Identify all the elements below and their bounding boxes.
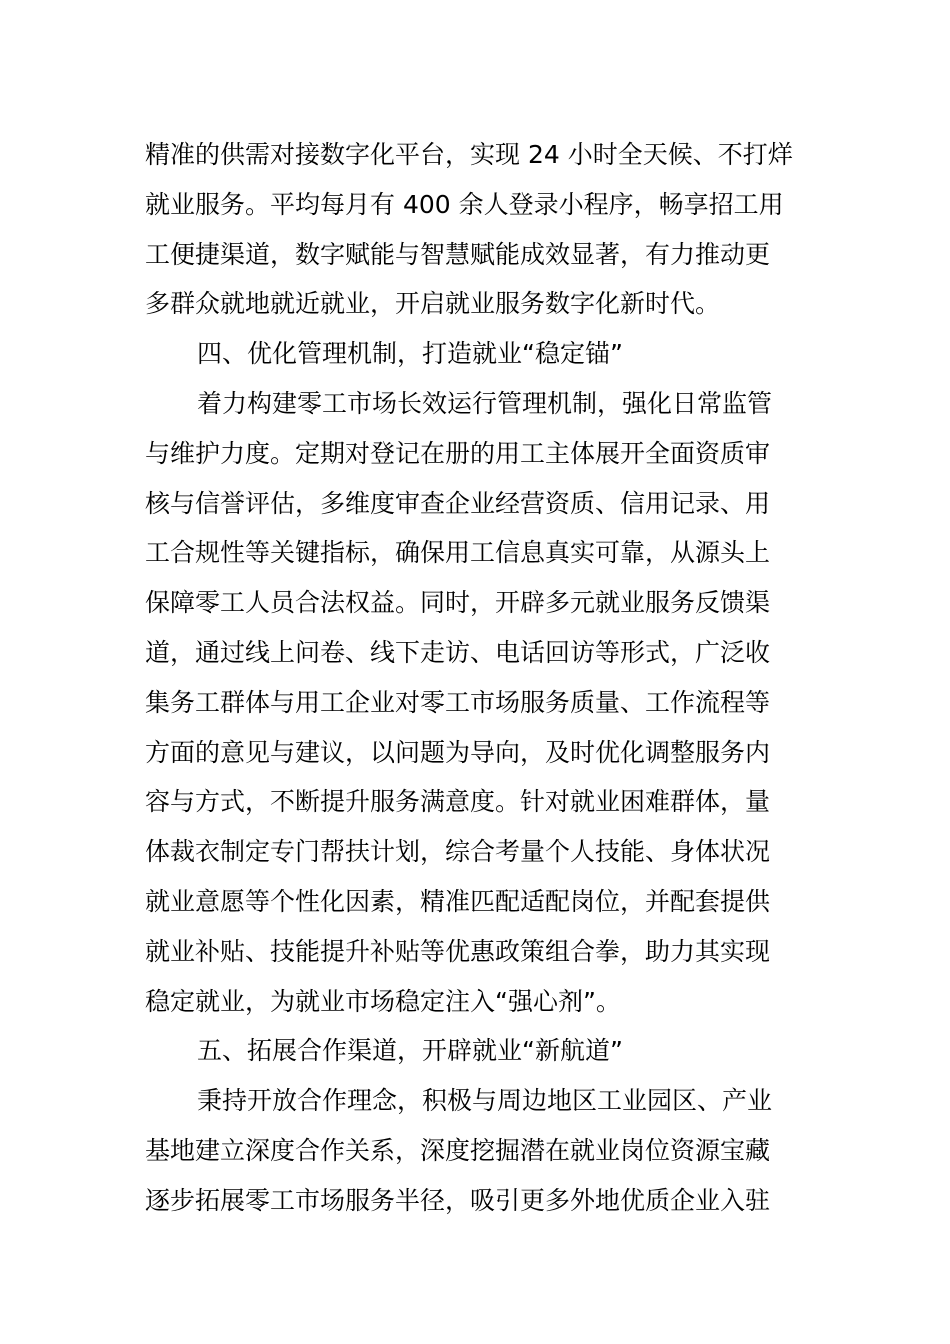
text-line: 就业补贴、技能提升补贴等优惠政策组合拳，助力其实现 [145, 936, 771, 966]
text-line: 稳定就业，为就业市场稳定注入“强心剂”。 [145, 986, 621, 1016]
text-line: 集务工群体与用工企业对零工市场服务质量、工作流程等 [145, 687, 771, 717]
section-heading-five: 五、拓展合作渠道，开辟就业“新航道” [197, 1036, 623, 1066]
text-line: 基地建立深度合作关系，深度挖掘潜在就业岗位资源宝藏 [145, 1135, 771, 1165]
text-line: 就业意愿等个性化因素，精准匹配适配岗位，并配套提供 [145, 886, 771, 916]
text-line: 就业服务。平均每月有 400 余人登录小程序，畅享招工用 [145, 189, 784, 219]
section-heading-four: 四、优化管理机制，打造就业“稳定锚” [197, 339, 623, 369]
text-line: 容与方式，不断提升服务满意度。针对就业困难群体，量 [145, 787, 771, 817]
text-line: 精准的供需对接数字化平台，实现 24 小时全天候、不打烊 [145, 140, 793, 169]
text-line: 保障零工人员合法权益。同时，开辟多元就业服务反馈渠 [145, 588, 771, 618]
text-line: 与维护力度。定期对登记在册的用工主体展开全面资质审 [145, 438, 771, 468]
text-line: 着力构建零工市场长效运行管理机制，强化日常监管 [197, 388, 773, 418]
text-line: 道，通过线上问卷、线下走访、电话回访等形式，广泛收 [145, 637, 771, 667]
text-line: 秉持开放合作理念，积极与周边地区工业园区、产业 [197, 1086, 773, 1116]
text-line: 工合规性等关键指标，确保用工信息真实可靠，从源头上 [145, 538, 771, 568]
text-line: 方面的意见与建议，以问题为导向，及时优化调整服务内 [145, 737, 771, 767]
document-page [145, 130, 807, 1226]
text-line: 核与信誉评估，多维度审查企业经营资质、信用记录、用 [145, 488, 771, 518]
text-line: 体裁衣制定专门帮扶计划，综合考量个人技能、身体状况 [145, 837, 771, 867]
text-line: 逐步拓展零工市场服务半径，吸引更多外地优质企业入驻 [145, 1185, 771, 1215]
text-line: 多群众就地就近就业，开启就业服务数字化新时代。 [145, 289, 721, 319]
text-line: 工便捷渠道，数字赋能与智慧赋能成效显著，有力推动更 [145, 239, 771, 269]
